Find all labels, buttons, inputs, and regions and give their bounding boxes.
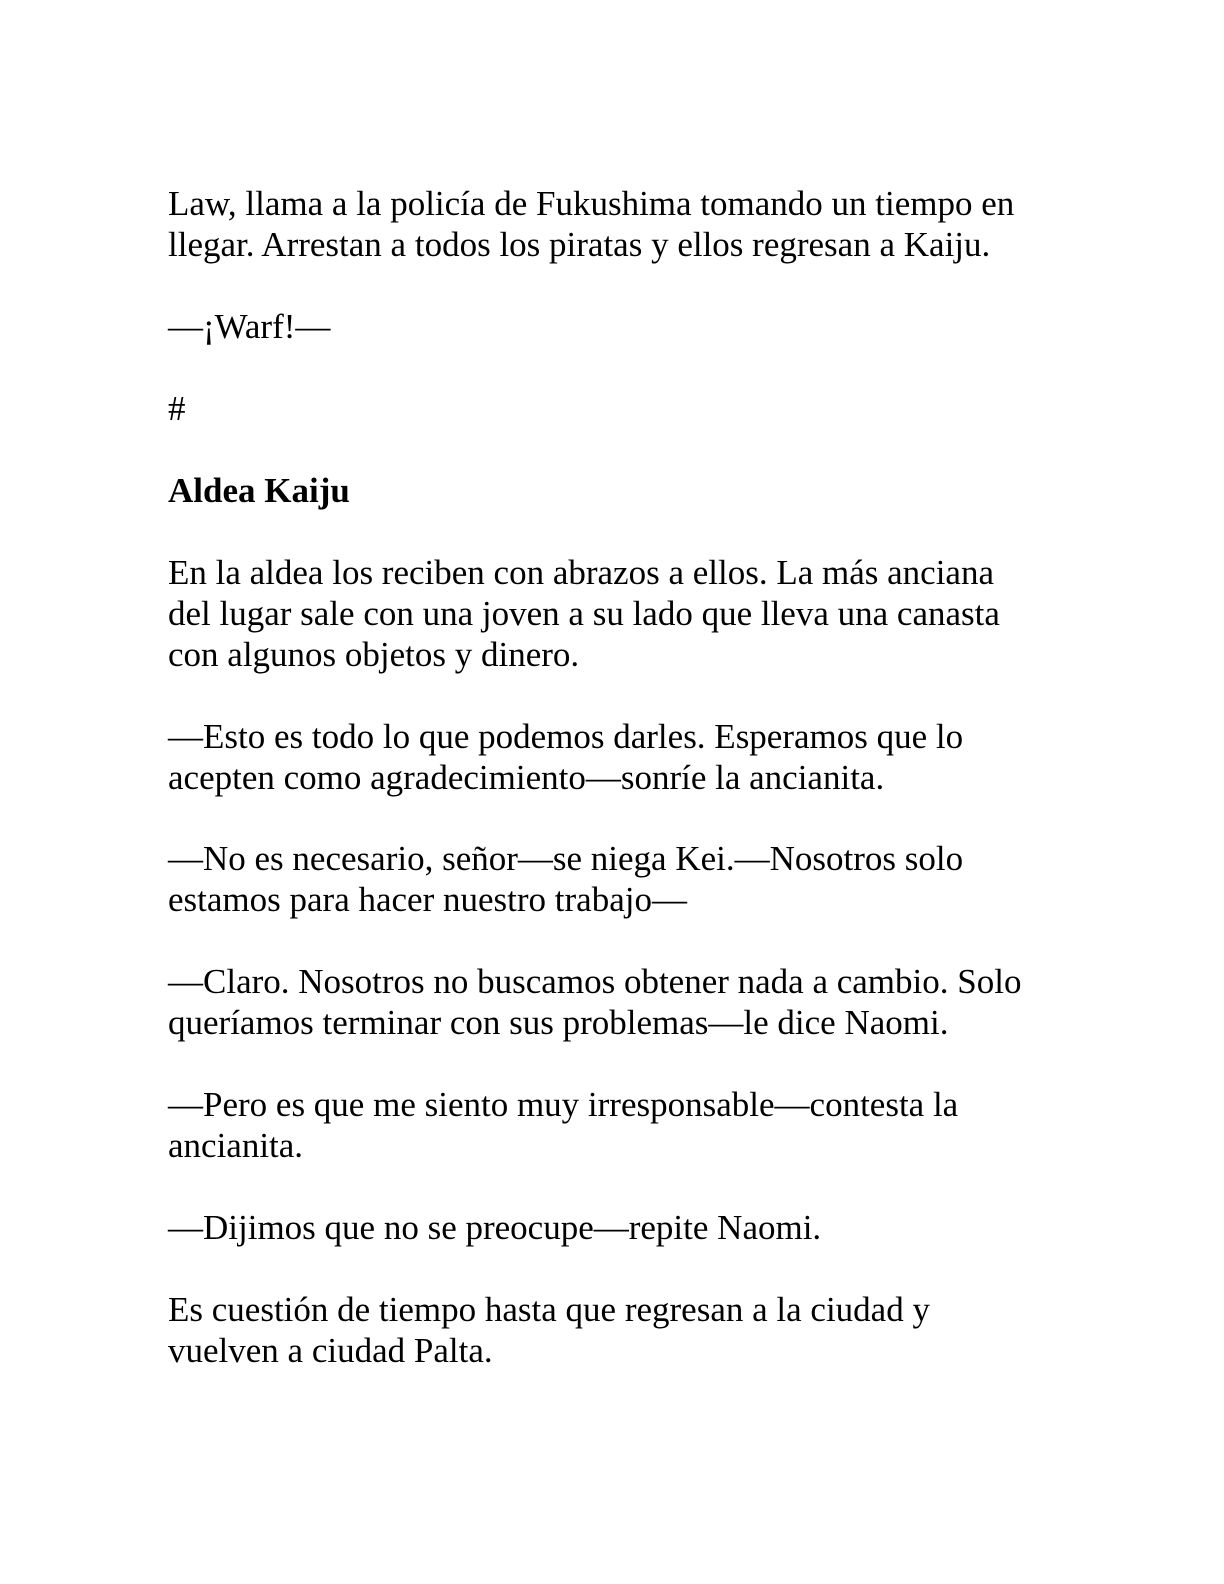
paragraph-line: del lugar sale con una joven a su lado que lleva una canasta (168, 594, 1000, 633)
paragraph-dialogue-naomi-repeat (168, 1207, 1058, 1248)
paragraph-return (168, 1289, 1058, 1371)
paragraph-line: —Pero es que me siento muy irresponsable—contesta la (168, 1085, 959, 1124)
heading-text: Aldea Kaiju (168, 471, 350, 510)
paragraph-dialogue-naomi (168, 961, 1058, 1043)
paragraph-line: —Esto es todo lo que podemos darles. Esperamos que lo (168, 717, 964, 756)
paragraph-dialogue-kei (168, 838, 1058, 920)
paragraph-line: En la aldea los reciben con abrazos a ellos. La más anciana (168, 553, 995, 592)
paragraph-village (168, 552, 1058, 675)
paragraph-line: estamos para hacer nuestro trabajo— (168, 880, 687, 919)
paragraph-line: con algunos objetos y dinero. (168, 635, 580, 674)
paragraph-line: queríamos terminar con sus problemas—le dice Naomi. (168, 1003, 949, 1042)
paragraph-line: acepten como agradecimiento—sonríe la ancianita. (168, 758, 885, 797)
section-separator (168, 388, 1058, 429)
paragraph-line: llegar. Arrestan a todos los piratas y ellos regresan a Kaiju. (168, 225, 991, 264)
paragraph-line: —Claro. Nosotros no buscamos obtener nada a cambio. Solo (168, 962, 1022, 1001)
paragraph-line: Es cuestión de tiempo hasta que regresan a la ciudad y (168, 1290, 930, 1329)
paragraph-police (168, 183, 1058, 265)
section-heading (168, 470, 1058, 511)
paragraph-dialogue-elder (168, 716, 1058, 798)
paragraph-line: —¡Warf!— (168, 307, 331, 346)
paragraph-line: vuelven a ciudad Palta. (168, 1331, 493, 1370)
paragraph-line: ancianita. (168, 1126, 304, 1165)
paragraph-dialogue-elder-reply (168, 1084, 1058, 1166)
paragraph-line: —Dijimos que no se preocupe—repite Naomi. (168, 1208, 822, 1247)
paragraph-line: Law, llama a la policía de Fukushima tomando un tiempo en (168, 184, 1015, 223)
paragraph-warf (168, 306, 1058, 347)
paragraph-line: —No es necesario, señor—se niega Kei.—Nosotros solo (168, 839, 964, 878)
separator-mark: # (168, 389, 186, 428)
